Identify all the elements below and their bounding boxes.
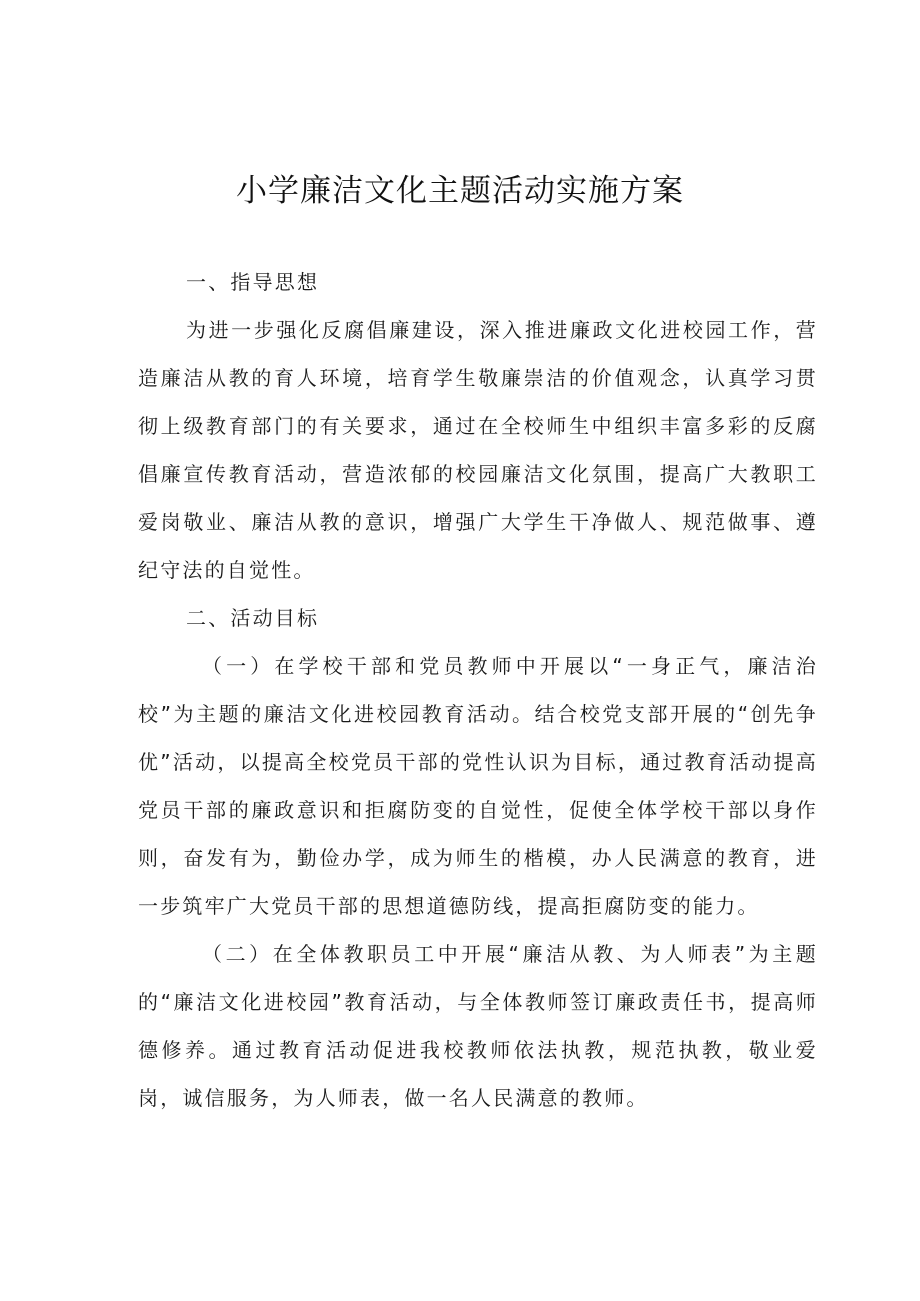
paragraph-guiding-ideology: 为进一步强化反腐倡廉建设，深入推进廉政文化进校园工作，营造廉洁从教的育人环境，培育学生敬廉崇洁的价值观念，认真学习贯彻上级教育部门的有关要求，通过在全校师生中组织丰富多彩的反腐倡廉宣传教育活动，营造浓郁的校园廉洁文化氛围，提高广大教职工爱岗敬业、廉洁从教的意识，增强广大学生干净做人、规范做事、遵纪守法的自觉性。 [138, 318, 818, 582]
paragraph-goal-1: （一）在学校干部和党员教师中开展以“一身正气，廉洁治校”为主题的廉洁文化进校园教育活动。结合校党支部开展的“创先争优”活动，以提高全校党员干部的党性认识为目标，通过教育活动提高党员干部的廉政意识和拒腐防变的自觉性，促使全体学校干部以身作则，奋发有为，勤俭办学，成为师生的楷模，办人民满意的教育，进一步筑牢广大党员干部的思想道德防线，提高拒腐防变的能力。 [138, 654, 818, 918]
paragraph-goal-2: （二）在全体教职员工中开展“廉洁从教、为人师表”为主题的“廉洁文化进校园”教育活动，与全体教师签订廉政责任书，提高师德修养。通过教育活动促进我校教师依法执教，规范执教，敬业爱岗，诚信服务，为人师表，做一名人民满意的教师。 [138, 942, 818, 1110]
section-heading-activity-goals: 二、活动目标 [186, 606, 320, 630]
section-heading-guiding-ideology: 一、指导思想 [186, 270, 320, 294]
document-body [138, 258, 818, 1122]
document-title: 小学廉洁文化主题活动实施方案 [236, 173, 684, 209]
